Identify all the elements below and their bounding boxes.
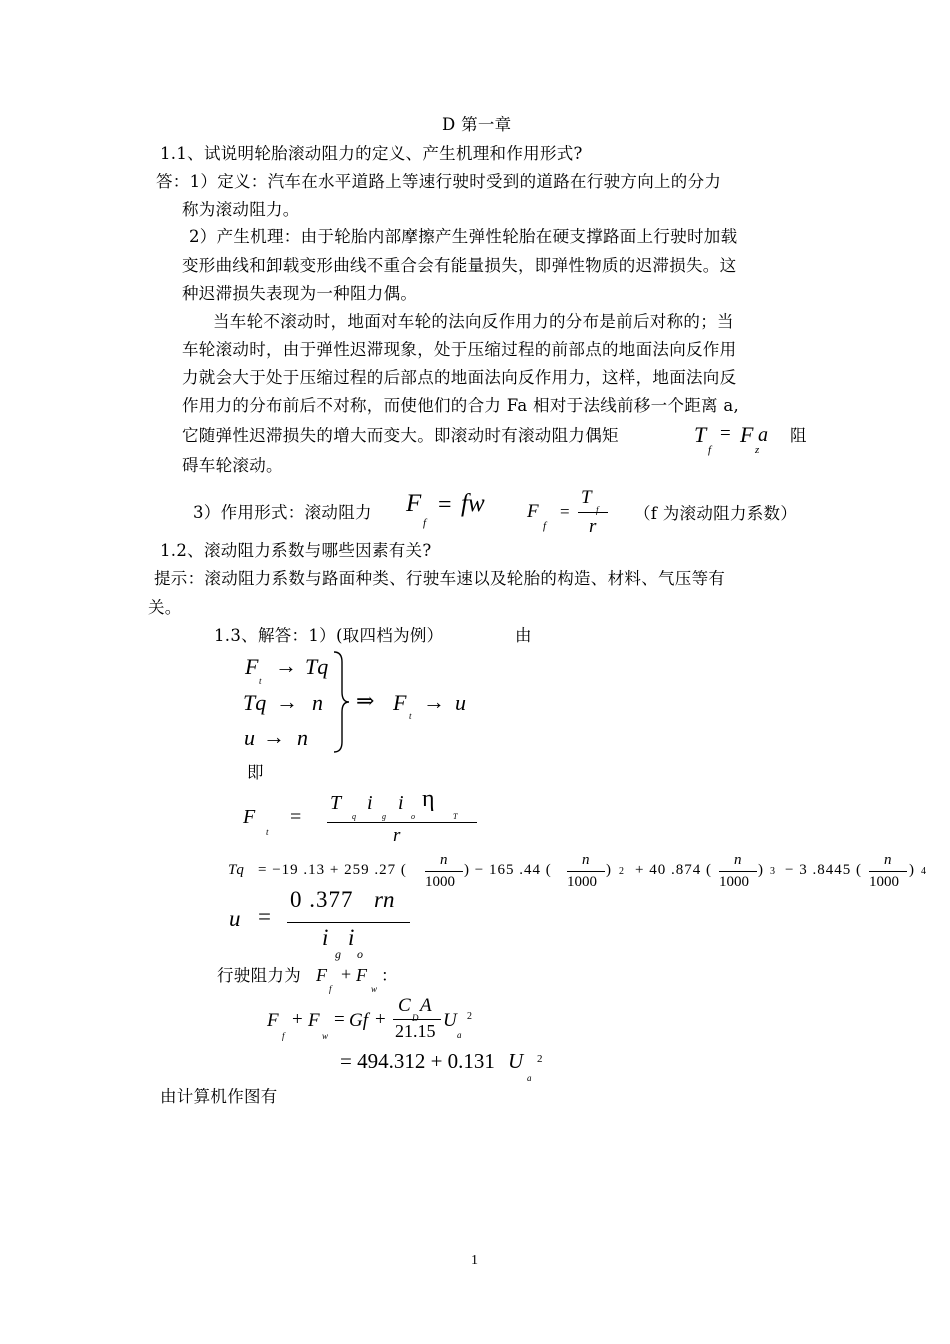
ji-label: 即 — [247, 763, 264, 782]
paragraph-line-2: 车轮滚动时，由于弹性迟滞现象，处于压缩过程的前部点的地面法向反作用 — [182, 340, 737, 359]
chapter-heading: D 第一章 — [442, 115, 512, 134]
answer-definition-line-2: 称为滚动阻力。 — [182, 200, 300, 219]
paragraph-line-4: 作用力的分布前后不对称，而使他们的合力 Fa 相对于法线前移一个距离 a, — [182, 396, 740, 415]
hint-line-1: 提示：滚动阻力系数与路面种类、行驶车速以及轮胎的构造、材料、气压等有 — [154, 569, 726, 588]
resistance-label: 行驶阻力为 — [217, 966, 301, 985]
resistance-colon: ： — [381, 966, 398, 985]
paragraph-line-6: 碍车轮滚动。 — [182, 456, 283, 475]
paragraph-line-3: 力就会大于处于压缩过程的后部点的地面法向反作用力，这样，地面法向反 — [182, 368, 737, 387]
question-1-3-title: 1.3、解答：1）(取四档为例） — [214, 626, 444, 645]
answer-definition-line-1: 答：1）定义：汽车在水平道路上等速行驶时受到的道路在行驶方向上的分力 — [156, 172, 722, 191]
paragraph-line-5: 它随弹性迟滞损失的增大而变大。即滚动时有滚动阻力偶矩 — [182, 426, 619, 445]
mechanism-line-2: 变形曲线和卸载变形曲线不重合会有能量损失，即弹性物质的迟滞损失。这 — [182, 256, 737, 275]
question-1-3-title-suffix: 由 — [515, 626, 532, 645]
mechanism-line-3: 种迟滞损失表现为一种阻力偶。 — [182, 284, 418, 303]
paragraph-line-5-end: 阻 — [790, 426, 807, 445]
question-1-1-title: 1.1、试说明轮胎滚动阻力的定义、产生机理和作用形式? — [160, 144, 583, 163]
paragraph-line-1: 当车轮不滚动时，地面对车轮的法向反作用力的分布是前后对称的；当 — [213, 312, 734, 331]
mechanism-line-1: 2）产生机理：由于轮胎内部摩擦产生弹性轮胎在硬支撑路面上行驶时加载 — [189, 227, 738, 246]
document-page: D 第一章 1.1、试说明轮胎滚动阻力的定义、产生机理和作用形式? 答：1）定义：汽车在水平道路上等速行驶时受到的道路在行驶方向上的分力 称为滚动阻力。 2）产生机理：由于轮胎内部摩擦产生弹性轮胎在硬支撑路面上行驶时加载 变形曲线和卸载变形曲线不重合会有能量损失，即弹性物质的迟滞损失。这 种迟滞损失表现为一种阻力偶。 当车轮不滚动时，地面对车轮的法向反作用力的分布是前后对称的；当 车轮滚动时，由于弹性迟滞现象，处于压缩过程的前部点的地面法向反作用 力就会大于处于压缩过程的后部点的地面法向反作用力，这样，地面法向反 作用力的分布前后不对称，而使他们的合力 Fa 相对于法线前移一个距离 a, 它随弹性迟滞损失的增大而变大。即滚动时有滚动阻力偶矩 T f = F a z 阻 碍车轮滚动。 3）作用形式：滚动阻力 F f = fw F f = T f r （f 为滚动阻力系数） 1.2、滚动阻力系数与哪些因素有关? 提示：滚动阻力系数与路面种类、行驶车速以及轮胎的构造、材料、气压等有 关。 1.3、解答：1）(取四档为例） 由 F t → Tq Tq → n u → n ⇒ F t → u 即 F t = T q i g i o η T r Tq = −19 .13 + 259 .27 ( n 1000 ) − 165 .44 ( n 1000 ) 2 + 40 .874 ( n 1000 ) 3 − 3 .8445 ( n 1000 ) 4 u = 0 .377 rn i i g o 行驶阻力为 F f + F w ： F f + F w = Gf + C D A 21.15 U a 2 = 494.312 + 0.131 U a 2 由计算机作图有 1 — [148, 115, 926, 1268]
form-note: （f 为滚动阻力系数） — [634, 504, 798, 523]
right-brace-icon — [332, 650, 352, 754]
hint-line-2: 关。 — [148, 598, 182, 617]
question-1-2-title: 1.2、滚动阻力系数与哪些因素有关? — [160, 541, 432, 560]
closing-line: 由计算机作图有 — [160, 1087, 278, 1106]
page-number: 1 — [471, 1253, 478, 1268]
form-label: 3）作用形式：滚动阻力 — [193, 503, 372, 522]
